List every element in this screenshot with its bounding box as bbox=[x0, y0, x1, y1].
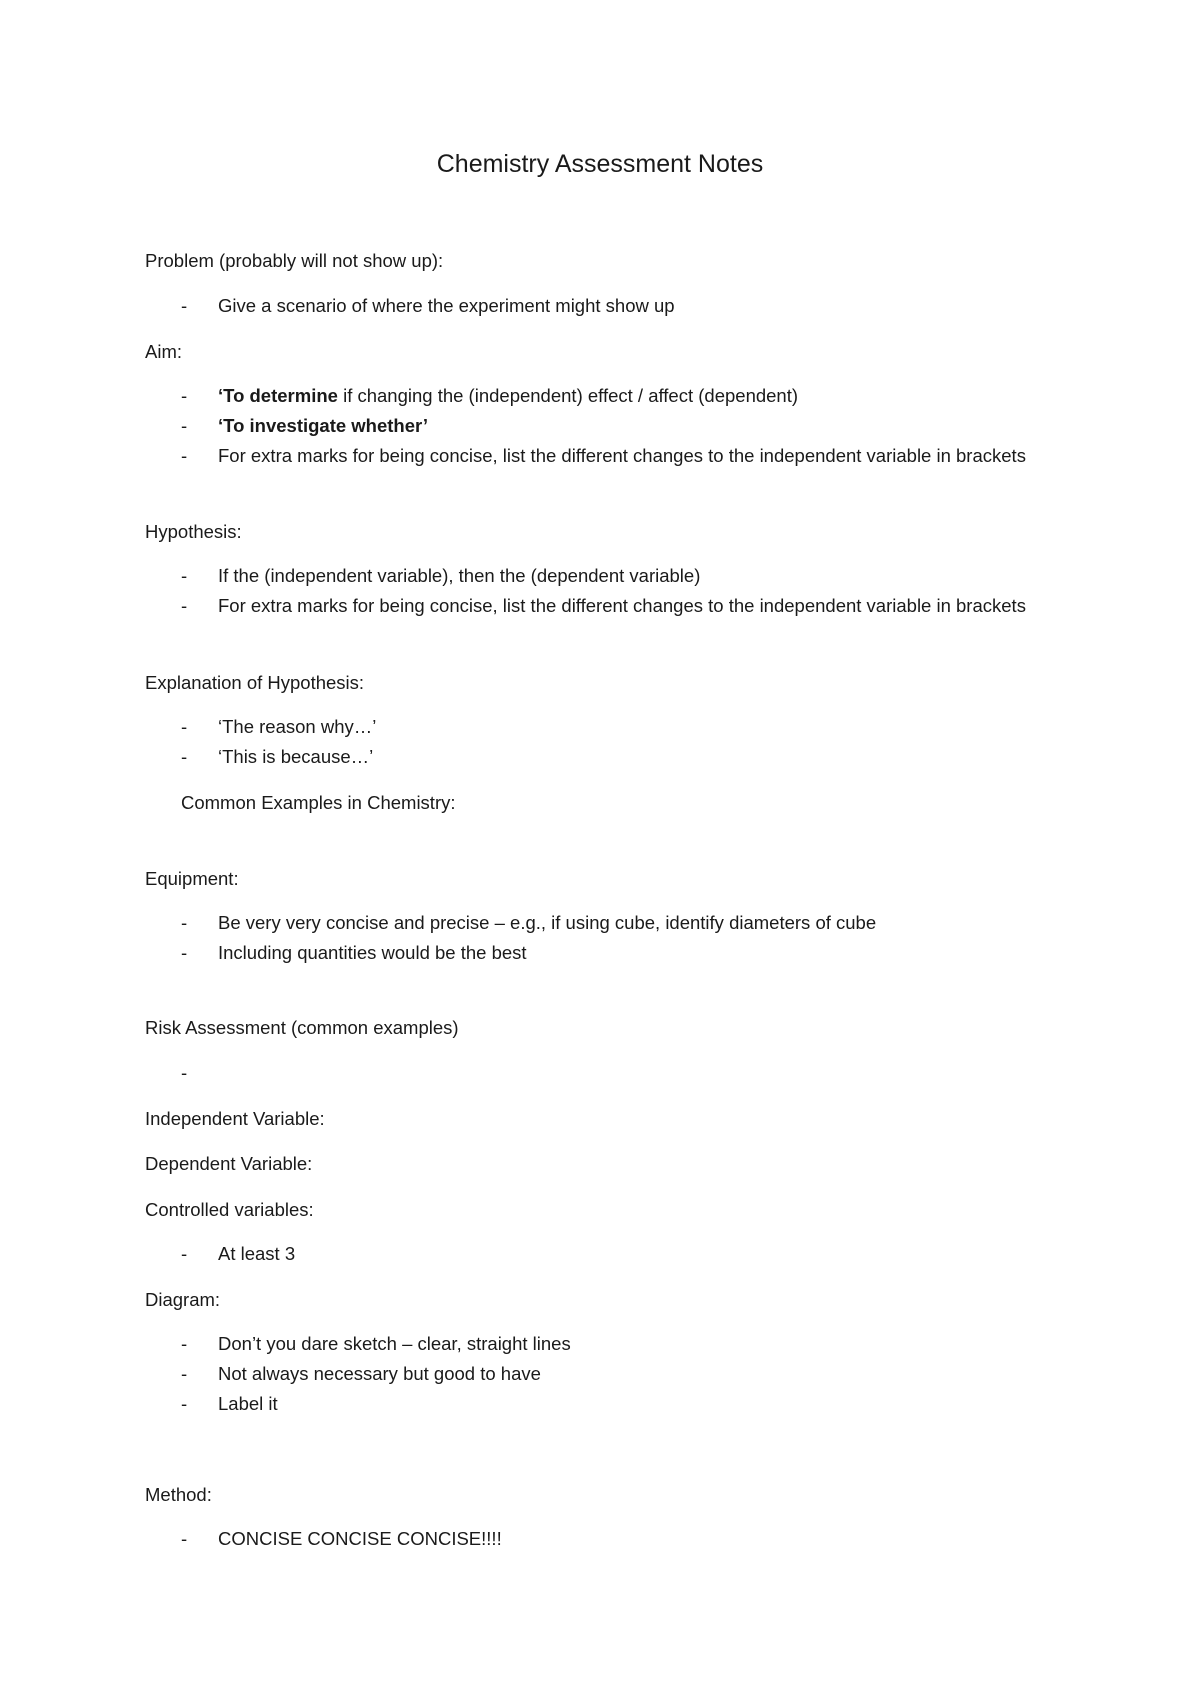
list-item-text: If the (independent variable), then the (dependent variable) bbox=[218, 565, 701, 586]
bullet-dash: - bbox=[181, 1393, 188, 1414]
list-item bbox=[181, 561, 1041, 591]
list-item bbox=[181, 441, 1041, 471]
list-item-text: Including quantities would be the best bbox=[218, 942, 527, 963]
list-item bbox=[181, 1359, 1041, 1389]
bullet-dash: - bbox=[181, 716, 188, 737]
list-item-text: CONCISE CONCISE CONCISE!!!! bbox=[218, 1528, 502, 1549]
bullet-dash: - bbox=[181, 1243, 188, 1264]
list-item bbox=[181, 291, 1041, 321]
bullet-dash: - bbox=[181, 912, 188, 933]
list-item bbox=[181, 742, 1041, 772]
aim-heading: Aim: bbox=[145, 341, 182, 362]
bullet-dash: - bbox=[181, 295, 188, 316]
list-item bbox=[181, 1389, 1041, 1419]
list-item-text: ‘This is because…’ bbox=[218, 746, 374, 767]
list-item-text: At least 3 bbox=[218, 1243, 296, 1264]
list-item bbox=[181, 381, 1041, 411]
aim-rest-text: if changing the (independent) effect / affect (dependent) bbox=[337, 385, 799, 406]
bullet-dash: - bbox=[181, 385, 188, 406]
list-item-text: Be very very concise and precise – e.g., if using cube, identify diameters of cube bbox=[218, 912, 877, 933]
dependent-variable-heading: Dependent Variable: bbox=[145, 1153, 313, 1174]
bullet-dash: - bbox=[181, 746, 188, 767]
problem-heading: Problem (probably will not show up): bbox=[145, 250, 444, 271]
bullet-dash: - bbox=[181, 415, 188, 436]
list-item-text: For extra marks for being concise, list the different changes to the independent variable in brackets bbox=[218, 445, 1026, 466]
explanation-heading: Explanation of Hypothesis: bbox=[145, 672, 365, 693]
list-item bbox=[181, 712, 1041, 742]
list-item bbox=[181, 938, 1041, 968]
risk-assessment-heading: Risk Assessment (common examples) bbox=[145, 1017, 459, 1038]
controlled-variables-heading: Controlled variables: bbox=[145, 1199, 314, 1220]
common-examples-heading: Common Examples in Chemistry: bbox=[181, 792, 456, 813]
list-item-text bbox=[218, 381, 1041, 411]
list-item bbox=[181, 908, 1041, 938]
bullet-dash: - bbox=[181, 1528, 188, 1549]
bullet-dash: - bbox=[181, 595, 188, 616]
independent-variable-heading: Independent Variable: bbox=[145, 1108, 325, 1129]
method-heading: Method: bbox=[145, 1484, 212, 1505]
aim-bold-phrase: ‘To investigate whether’ bbox=[218, 415, 429, 436]
list-item-text: For extra marks for being concise, list the different changes to the independent variable in brackets bbox=[218, 595, 1026, 616]
list-item-text: ‘The reason why…’ bbox=[218, 716, 377, 737]
bullet-dash: - bbox=[181, 445, 188, 466]
list-item bbox=[181, 591, 1041, 621]
bullet-dash: - bbox=[181, 1333, 188, 1354]
list-item-text: Label it bbox=[218, 1393, 278, 1414]
diagram-heading: Diagram: bbox=[145, 1289, 221, 1310]
page-title: Chemistry Assessment Notes bbox=[436, 150, 764, 178]
hypothesis-heading: Hypothesis: bbox=[145, 521, 242, 542]
list-item bbox=[181, 1239, 1041, 1269]
bullet-dash: - bbox=[181, 565, 188, 586]
list-item bbox=[181, 1524, 1041, 1554]
bullet-dash: - bbox=[181, 942, 188, 963]
bullet-dash: - bbox=[181, 1062, 188, 1083]
list-item-text: Don’t you dare sketch – clear, straight lines bbox=[218, 1333, 571, 1354]
equipment-heading: Equipment: bbox=[145, 868, 239, 889]
list-item-text: Give a scenario of where the experiment might show up bbox=[218, 295, 675, 316]
list-item bbox=[181, 411, 1041, 441]
bullet-dash: - bbox=[181, 1363, 188, 1384]
aim-bold-phrase: ‘To determine bbox=[218, 385, 338, 406]
list-item-text: Not always necessary but good to have bbox=[218, 1363, 541, 1384]
list-item bbox=[181, 1329, 1041, 1359]
